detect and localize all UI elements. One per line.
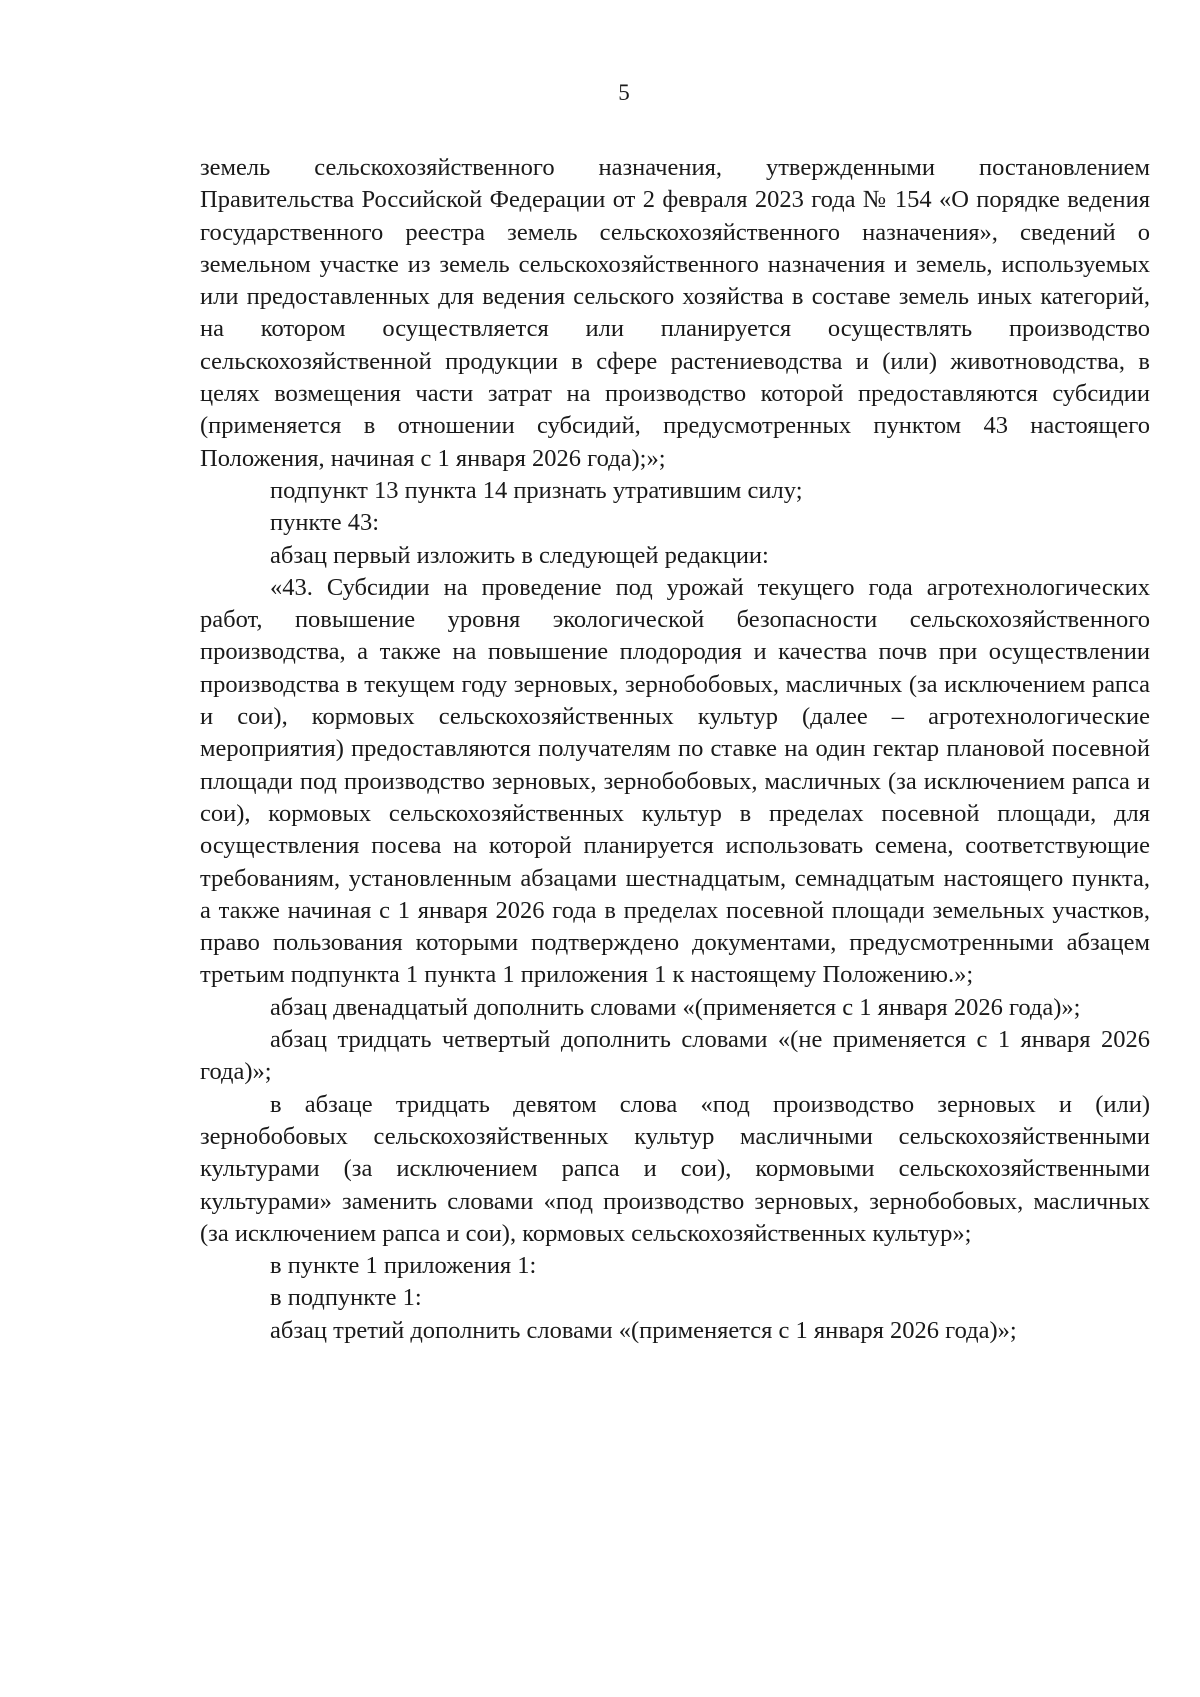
paragraph-appendix-1: в пункте 1 приложения 1: <box>270 1252 537 1280</box>
paragraph-abzac-39: в абзаце тридцать девятом слова «под производство зерновых и (или) зернобобовых сельскохозяйственных культур масличными сельскохозяйственными культурами (за исключением рапса и сои), кормовыми сельскохозяйственными культурами» заменить словами «под производство зерновых, зернобобовых, масличных (за исключением рапса и сои), кормовых сельскохозяйственных культур»; <box>200 1090 1150 1247</box>
paragraph-subpoint-13: подпункт 13 пункта 14 признать утратившим силу; <box>270 476 803 504</box>
paragraph-point-43-text: «43. Субсидии на проведение под урожай текущего года агротехнологических работ, повышение уровня экологической безопасности сельскохозяйственного производства, а также на повышение плодородия и качества почв при осуществлении производства в текущем году зерновых, зернобобовых, масличных (за исключением рапса и сои), кормовых сельскохозяйственных культур (далее – агротехнологические мероприятия) предоставляются получателям по ставке на один гектар плановой посевной площади под производство зерновых, зернобобовых, масличных (за исключением рапса и сои), кормовых сельскохозяйственных культур в пределах посевной площади, для осуществления посева на которой планируется использовать семена, соответствующие требованиям, установленным абзацами шестнадцатым, семнадцатым настоящего пункта, а также начиная с 1 января 2026 года в пределах посевной площади земельных участков, право пользования которыми подтверждено документами, предусмотренными абзацем третьим подпункта 1 пункта 1 приложения 1 к настоящему Положению.»; <box>200 573 1150 989</box>
paragraph-point-43: пункте 43: <box>270 509 380 537</box>
paragraph-subpoint-1: в подпункте 1: <box>270 1284 422 1312</box>
paragraph-continuation: земель сельскохозяйственного назначения, утвержденными постановлением Правительства Российской Федерации от 2 февраля 2023 года № 154 «О порядке ведения государственного реестра земель сельскохозяйственного назначения», сведений о земельном участке из земель сельскохозяйственного назначения и земель, используемых или предоставленных для ведения сельского хозяйства в составе земель иных категорий, на котором осуществляется или планируется осуществлять производство сельскохозяйственной продукции в сфере растениеводства и (или) животноводства, в целях возмещения части затрат на производство которой предоставляются субсидии (применяется в отношении субсидий, предусмотренных пунктом 43 настоящего Положения, начиная с 1 января 2026 года);»; <box>200 154 1150 472</box>
paragraph-abzac-34: абзац тридцать четвертый дополнить словами «(не применяется с 1 января 2026 года)»; <box>200 1026 1150 1086</box>
document-body <box>200 152 1150 1347</box>
paragraph-first-abzac: абзац первый изложить в следующей редакции: <box>270 541 769 569</box>
page-number: 5 <box>618 80 630 105</box>
paragraph-abzac-3: абзац третий дополнить словами «(применяется с 1 января 2026 года)»; <box>270 1316 1017 1344</box>
paragraph-abzac-12: абзац двенадцатый дополнить словами «(применяется с 1 января 2026 года)»; <box>270 993 1081 1021</box>
